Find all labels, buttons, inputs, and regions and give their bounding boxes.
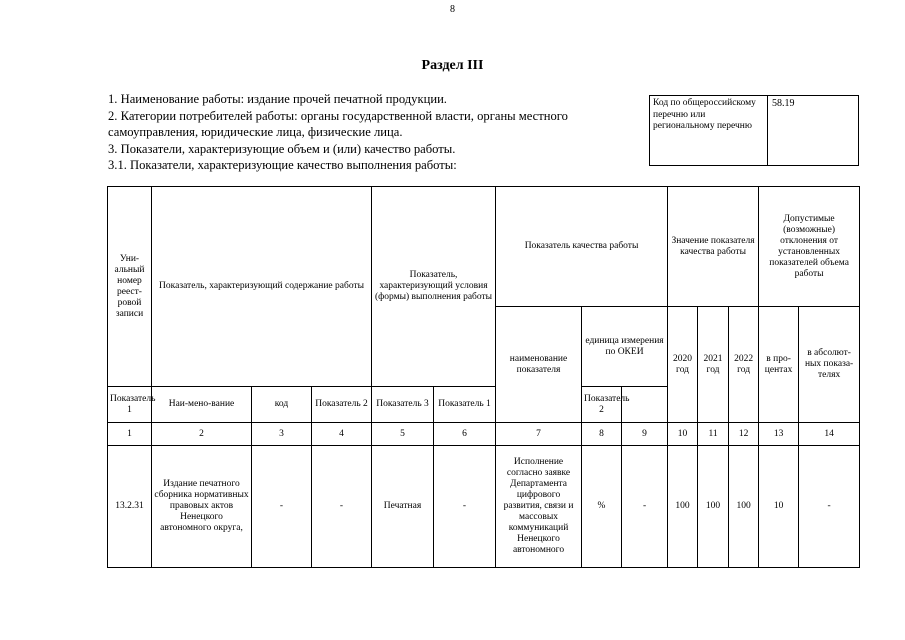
cell-unit-code: - [622,446,668,568]
header-ind3: Показатель 3 [372,387,434,423]
column-number: 4 [312,423,372,446]
header-ind1: Показатель 1 [108,387,152,423]
cell-unique-number: 13.2.31 [108,446,152,568]
code-label: Код по общероссийскому перечню или региональному перечню [650,96,768,165]
cell-percent: 10 [759,446,799,568]
header-year-2021: 2021 год [698,307,729,423]
header-unit-code: код [252,387,312,423]
header-ind2: Показатель 2 [312,387,372,423]
intro-line-2: 2. Категории потребителей работы: органы государственной власти, органы местного [108,108,568,123]
code-box [649,95,859,166]
cell-ind1: Издание печатного сборника нормативных правовых актов Ненецкого автономного округа, [152,446,252,568]
column-number: 8 [582,423,622,446]
page-number: 8 [450,4,455,15]
cell-2020: 100 [668,446,698,568]
header-unit-okei: единица измерения по ОКЕИ [582,307,668,387]
intro-line-5: 3.1. Показатели, характеризующие качество выполнения работы: [108,158,457,172]
column-number: 9 [622,423,668,446]
column-numbers-row [108,423,860,446]
column-number: 13 [759,423,799,446]
column-number: 1 [108,423,152,446]
header-year-2020: 2020 год [668,307,698,423]
column-number: 3 [252,423,312,446]
cell-2021: 100 [698,446,729,568]
code-value: 58.19 [772,98,795,109]
header-quality-indicator: Показатель качества работы [496,187,668,307]
header-cond2: Показатель 2 [582,387,622,423]
header-absolute: в абсолют-ных показа-телях [799,307,860,423]
cell-cond2: - [434,446,496,568]
intro-text [108,91,638,174]
column-number: 12 [729,423,759,446]
header-cond1: Показатель 1 [434,387,496,423]
intro-line-4: 3. Показатели, характеризующие объем и (или) качество работы. [108,141,456,156]
intro-line-1: 1. Наименование работы: издание прочей печатной продукции. [108,92,447,106]
cell-ind2: - [252,446,312,568]
column-number: 10 [668,423,698,446]
column-number: 5 [372,423,434,446]
section-title: Раздел III [421,58,484,73]
column-number: 6 [434,423,496,446]
cell-cond1: Печатная [372,446,434,568]
column-number: 14 [799,423,860,446]
header-year-2022: 2022 год [729,307,759,423]
header-percent: в про-центах [759,307,799,423]
cell-ind3: - [312,446,372,568]
cell-2022: 100 [729,446,759,568]
header-quality-value: Значение показателя качества работы [668,187,759,307]
header-unit-name: Наи-мено-вание [152,387,252,423]
cell-absolute: - [799,446,860,568]
column-number: 11 [698,423,729,446]
quality-table [107,186,860,568]
header-unique-number: Уни-альный номер реест-ровой записи [108,187,152,387]
header-deviations: Допустимые (возможные) отклонения от установленных показателей объема работы [759,187,860,307]
header-indicator-name: наименование показателя [496,307,582,423]
table-row [108,446,860,568]
cell-unit-name: % [582,446,622,568]
column-number: 7 [496,423,582,446]
intro-line-3: самоуправления, юридические лица, физические лица. [108,125,403,139]
column-number: 2 [152,423,252,446]
header-conditions-indicator: Показатель, характеризующий условия (формы) выполнения работы [372,187,496,387]
cell-quality-name: Исполнение согласно заявке Департамента цифрового развития, связи и массовых коммуникаций Ненецкого автономного [496,446,582,568]
header-content-indicator: Показатель, характеризующий содержание работы [152,187,372,387]
